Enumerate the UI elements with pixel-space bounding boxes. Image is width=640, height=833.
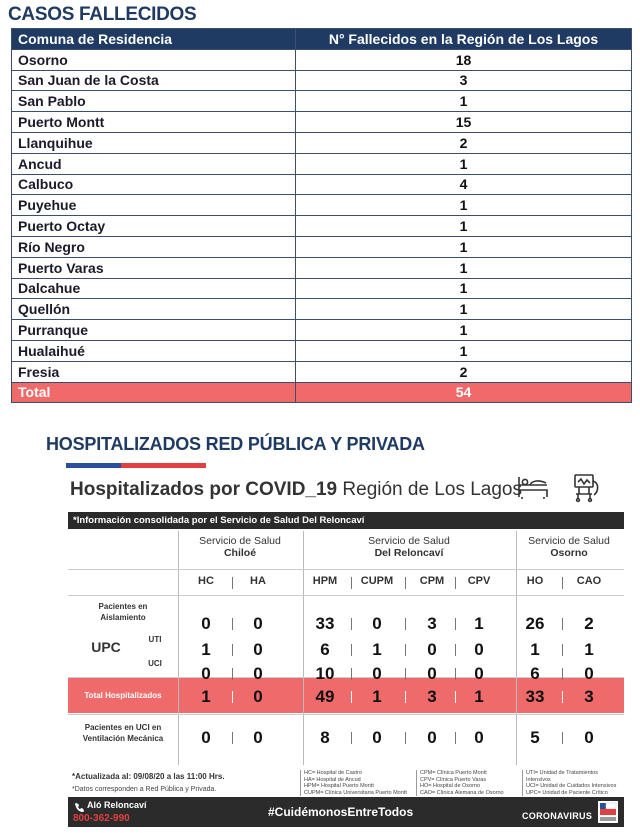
- legend-entry: UCI= Unidad de Cuidados Intensivos: [526, 783, 617, 790]
- deaths-count: 1: [296, 153, 632, 174]
- updated-note: *Actualizada al: 09/08/20 a las 11:00 Hrs.: [72, 772, 225, 781]
- cell-value: 0: [427, 640, 437, 659]
- deaths-count: 3: [296, 70, 632, 91]
- row-label-uci: UCI: [148, 659, 162, 668]
- legend-entry: UPC= Unidad de Paciente Crítico: [526, 789, 608, 796]
- hospitalized-infographic: [50, 463, 625, 829]
- comuna-name: Fresia: [12, 361, 296, 382]
- cell-value: 0: [253, 614, 263, 633]
- cell-value: 0: [201, 614, 211, 633]
- ventilator-icon: [570, 473, 600, 503]
- cell-value: 3: [584, 687, 594, 706]
- cell-value: 3: [427, 614, 437, 633]
- value-tick: [405, 691, 406, 703]
- value-tick: [232, 618, 233, 630]
- deaths-row: [12, 299, 632, 320]
- service-name: Servicio de Salud: [528, 535, 610, 547]
- column-tick: [232, 577, 233, 589]
- deaths-row: [12, 70, 632, 91]
- coronavirus-brand: CORONAVIRUS: [522, 811, 593, 821]
- hospital-code: HC: [198, 575, 214, 587]
- value-tick: [405, 644, 406, 656]
- hospital-bed-icon: [516, 473, 550, 501]
- deaths-row: [12, 91, 632, 112]
- column-tick: [455, 577, 456, 589]
- row-separator: [68, 714, 624, 715]
- value-tick: [455, 668, 456, 680]
- deaths-row: [12, 49, 632, 70]
- deaths-row: [12, 195, 632, 216]
- value-tick: [351, 668, 352, 680]
- service-name: Servicio de Salud: [199, 535, 281, 547]
- deaths-row: [12, 278, 632, 299]
- deaths-table: [11, 28, 632, 403]
- value-tick: [562, 732, 563, 744]
- legend-entry: UTI= Unidad de Tratamientos Intensivos: [526, 770, 598, 783]
- hospital-code: HA: [250, 575, 266, 587]
- row-label-ventilation-2: Ventilación Mecánica: [82, 734, 164, 743]
- cell-value: 8: [320, 728, 330, 747]
- cell-value: 0: [253, 640, 263, 659]
- cell-value: 33: [315, 614, 335, 633]
- deaths-row: [12, 153, 632, 174]
- header-fallecidos: N° Fallecidos en la Región de Los Lagos: [296, 29, 632, 50]
- comuna-name: San Pablo: [12, 91, 296, 112]
- cell-value: 1: [530, 640, 540, 659]
- source-note: *Datos corresponden a Red Pública y Privada.: [72, 786, 217, 793]
- cell-value: 6: [320, 640, 330, 659]
- hospital-code: CPV: [467, 575, 491, 587]
- cell-value: 2: [584, 614, 594, 633]
- value-tick: [562, 618, 563, 630]
- value-tick: [405, 618, 406, 630]
- comuna-name: Puerto Montt: [12, 112, 296, 133]
- deaths-section-title: CASOS FALLECIDOS: [8, 4, 197, 25]
- deaths-count: 1: [296, 257, 632, 278]
- hosp-section-title: HOSPITALIZADOS RED PÚBLICA Y PRIVADA: [46, 434, 425, 454]
- cell-value: 1: [201, 640, 211, 659]
- deaths-count: 1: [296, 216, 632, 237]
- hospital-code: CUPM: [360, 575, 394, 587]
- cell-value: 26: [525, 614, 545, 633]
- cell-value: 0: [201, 728, 211, 747]
- deaths-row: [12, 340, 632, 361]
- value-tick: [562, 668, 563, 680]
- value-tick: [351, 732, 352, 744]
- total-value: 54: [296, 382, 632, 403]
- row-separator: [68, 595, 624, 596]
- deaths-count: 1: [296, 91, 632, 112]
- value-tick: [232, 732, 233, 744]
- cell-value: 0: [372, 614, 382, 633]
- header-comuna: Comuna de Residencia: [12, 29, 296, 50]
- comuna-name: Puyehue: [12, 195, 296, 216]
- comuna-name: Hualaihué: [12, 340, 296, 361]
- cell-value: 0: [372, 664, 382, 683]
- row-label-total: Total Hospitalizados: [84, 691, 162, 700]
- cell-value: 49: [315, 687, 335, 706]
- deaths-count: 1: [296, 340, 632, 361]
- legend-entry: HPM= Hospital Puerto Montt: [304, 783, 374, 790]
- deaths-count: 1: [296, 278, 632, 299]
- cell-value: 0: [253, 664, 263, 683]
- info-bar: *Información consolidada por el Servicio de Salud Del Reloncaví: [68, 512, 624, 529]
- deaths-count: 1: [296, 299, 632, 320]
- hospital-code: HPM: [312, 575, 338, 587]
- deaths-count: 4: [296, 174, 632, 195]
- cell-value: 1: [372, 687, 382, 706]
- deaths-row: [12, 174, 632, 195]
- service-region: Del Reloncaví: [374, 547, 444, 559]
- comuna-name: Calbuco: [12, 174, 296, 195]
- legend-entry: CPV= Clínica Puerto Varas: [420, 776, 487, 783]
- value-tick: [455, 618, 456, 630]
- deaths-count: 2: [296, 132, 632, 153]
- deaths-row: [12, 112, 632, 133]
- value-tick: [455, 644, 456, 656]
- cell-value: 1: [474, 614, 484, 633]
- value-tick: [232, 644, 233, 656]
- value-tick: [232, 691, 233, 703]
- government-seal-icon: [598, 801, 618, 823]
- group-separator: [178, 531, 179, 765]
- column-tick: [562, 577, 563, 589]
- column-tick: [405, 577, 406, 589]
- legend-hospitals-b: [416, 770, 504, 796]
- value-tick: [405, 668, 406, 680]
- value-tick: [455, 732, 456, 744]
- deaths-row: [12, 236, 632, 257]
- value-tick: [232, 668, 233, 680]
- hospital-code: HO: [526, 575, 544, 587]
- deaths-row: [12, 132, 632, 153]
- deaths-row: [12, 320, 632, 341]
- flag-stripe-red: [121, 463, 206, 468]
- deaths-count: 15: [296, 112, 632, 133]
- value-tick: [351, 644, 352, 656]
- alo-reloncavi: Aló Reloncaví: [87, 800, 147, 810]
- phone-icon: [73, 801, 85, 813]
- deaths-total-row: [12, 382, 632, 403]
- deaths-count: 1: [296, 236, 632, 257]
- comuna-name: Purranque: [12, 320, 296, 341]
- deaths-count: 18: [296, 49, 632, 70]
- cell-value: 1: [474, 687, 484, 706]
- value-tick: [562, 644, 563, 656]
- legend-entry: CUPM= Clínica Universitaria Puerto Montt: [304, 789, 407, 796]
- service-region: Chiloé: [223, 547, 257, 559]
- legend-entry: CAO= Clínica Alemana de Osorno: [420, 789, 504, 796]
- cell-value: 1: [372, 640, 382, 659]
- deaths-header-row: [12, 29, 632, 50]
- total-label: Total: [12, 382, 296, 403]
- hospital-code: CPM: [419, 575, 445, 587]
- deaths-count: 2: [296, 361, 632, 382]
- legend-units: [522, 770, 624, 796]
- comuna-name: San Juan de la Costa: [12, 70, 296, 91]
- cell-value: 0: [474, 728, 484, 747]
- value-tick: [351, 618, 352, 630]
- service-name: Servicio de Salud: [368, 535, 450, 547]
- cell-value: 0: [474, 640, 484, 659]
- cell-value: 5: [530, 728, 540, 747]
- deaths-row: [12, 361, 632, 382]
- column-tick: [351, 577, 352, 589]
- row-label-isolation: Pacientes en: [98, 602, 148, 611]
- deaths-row: [12, 257, 632, 278]
- cell-value: 0: [474, 664, 484, 683]
- cell-value: 6: [530, 664, 540, 683]
- value-tick: [405, 732, 406, 744]
- cell-value: 0: [427, 728, 437, 747]
- card-title: Hospitalizados por COVID_19 Región de Los Lagos: [70, 479, 522, 500]
- value-tick: [351, 691, 352, 703]
- comuna-name: Río Negro: [12, 236, 296, 257]
- footer-notes: [68, 769, 624, 797]
- hashtag: #CuidémonosEntreTodos: [268, 805, 414, 819]
- comuna-name: Puerto Octay: [12, 216, 296, 237]
- cell-value: 0: [584, 664, 594, 683]
- upc-label: UPC: [91, 639, 121, 655]
- flag-stripe-blue: [66, 463, 121, 468]
- comuna-name: Llanquihue: [12, 132, 296, 153]
- comuna-name: Ancud: [12, 153, 296, 174]
- cell-value: 0: [201, 664, 211, 683]
- comuna-name: Quellón: [12, 299, 296, 320]
- cell-value: 0: [253, 728, 263, 747]
- footer-banner: [68, 797, 624, 827]
- cell-value: 0: [427, 664, 437, 683]
- comuna-name: Dalcahue: [12, 278, 296, 299]
- service-region: Osorno: [550, 547, 588, 559]
- row-label-isolation-2: Aislamiento: [100, 613, 146, 622]
- cell-value: 10: [315, 664, 335, 683]
- legend-entry: HA= Hospital de Ancud: [304, 776, 361, 783]
- cell-value: 0: [584, 728, 594, 747]
- comuna-name: Puerto Varas: [12, 257, 296, 278]
- comuna-name: Osorno: [12, 49, 296, 70]
- value-tick: [455, 691, 456, 703]
- cell-value: 0: [253, 687, 263, 706]
- row-label-ventilation: Pacientes en UCI en: [84, 723, 162, 732]
- row-label-uti: UTI: [148, 635, 162, 644]
- cell-value: 1: [201, 687, 211, 706]
- value-tick: [562, 691, 563, 703]
- cell-value: 3: [427, 687, 437, 706]
- hospitalization-grid: [68, 529, 624, 769]
- deaths-count: 1: [296, 320, 632, 341]
- cell-value: 0: [372, 728, 382, 747]
- phone-number: 800-362-990: [73, 813, 130, 824]
- deaths-count: 1: [296, 195, 632, 216]
- hospital-code: CAO: [576, 575, 602, 587]
- legend-entry: HO= Hospital de Osorno: [420, 783, 481, 790]
- cell-value: 33: [525, 687, 545, 706]
- deaths-row: [12, 216, 632, 237]
- legend-entry: CPM= Clínica Puerto Montt: [420, 770, 487, 776]
- row-separator: [68, 569, 624, 570]
- legend-hospitals-a: [300, 770, 407, 796]
- legend-entry: HC= Hospital de Castro: [304, 770, 362, 776]
- cell-value: 1: [584, 640, 594, 659]
